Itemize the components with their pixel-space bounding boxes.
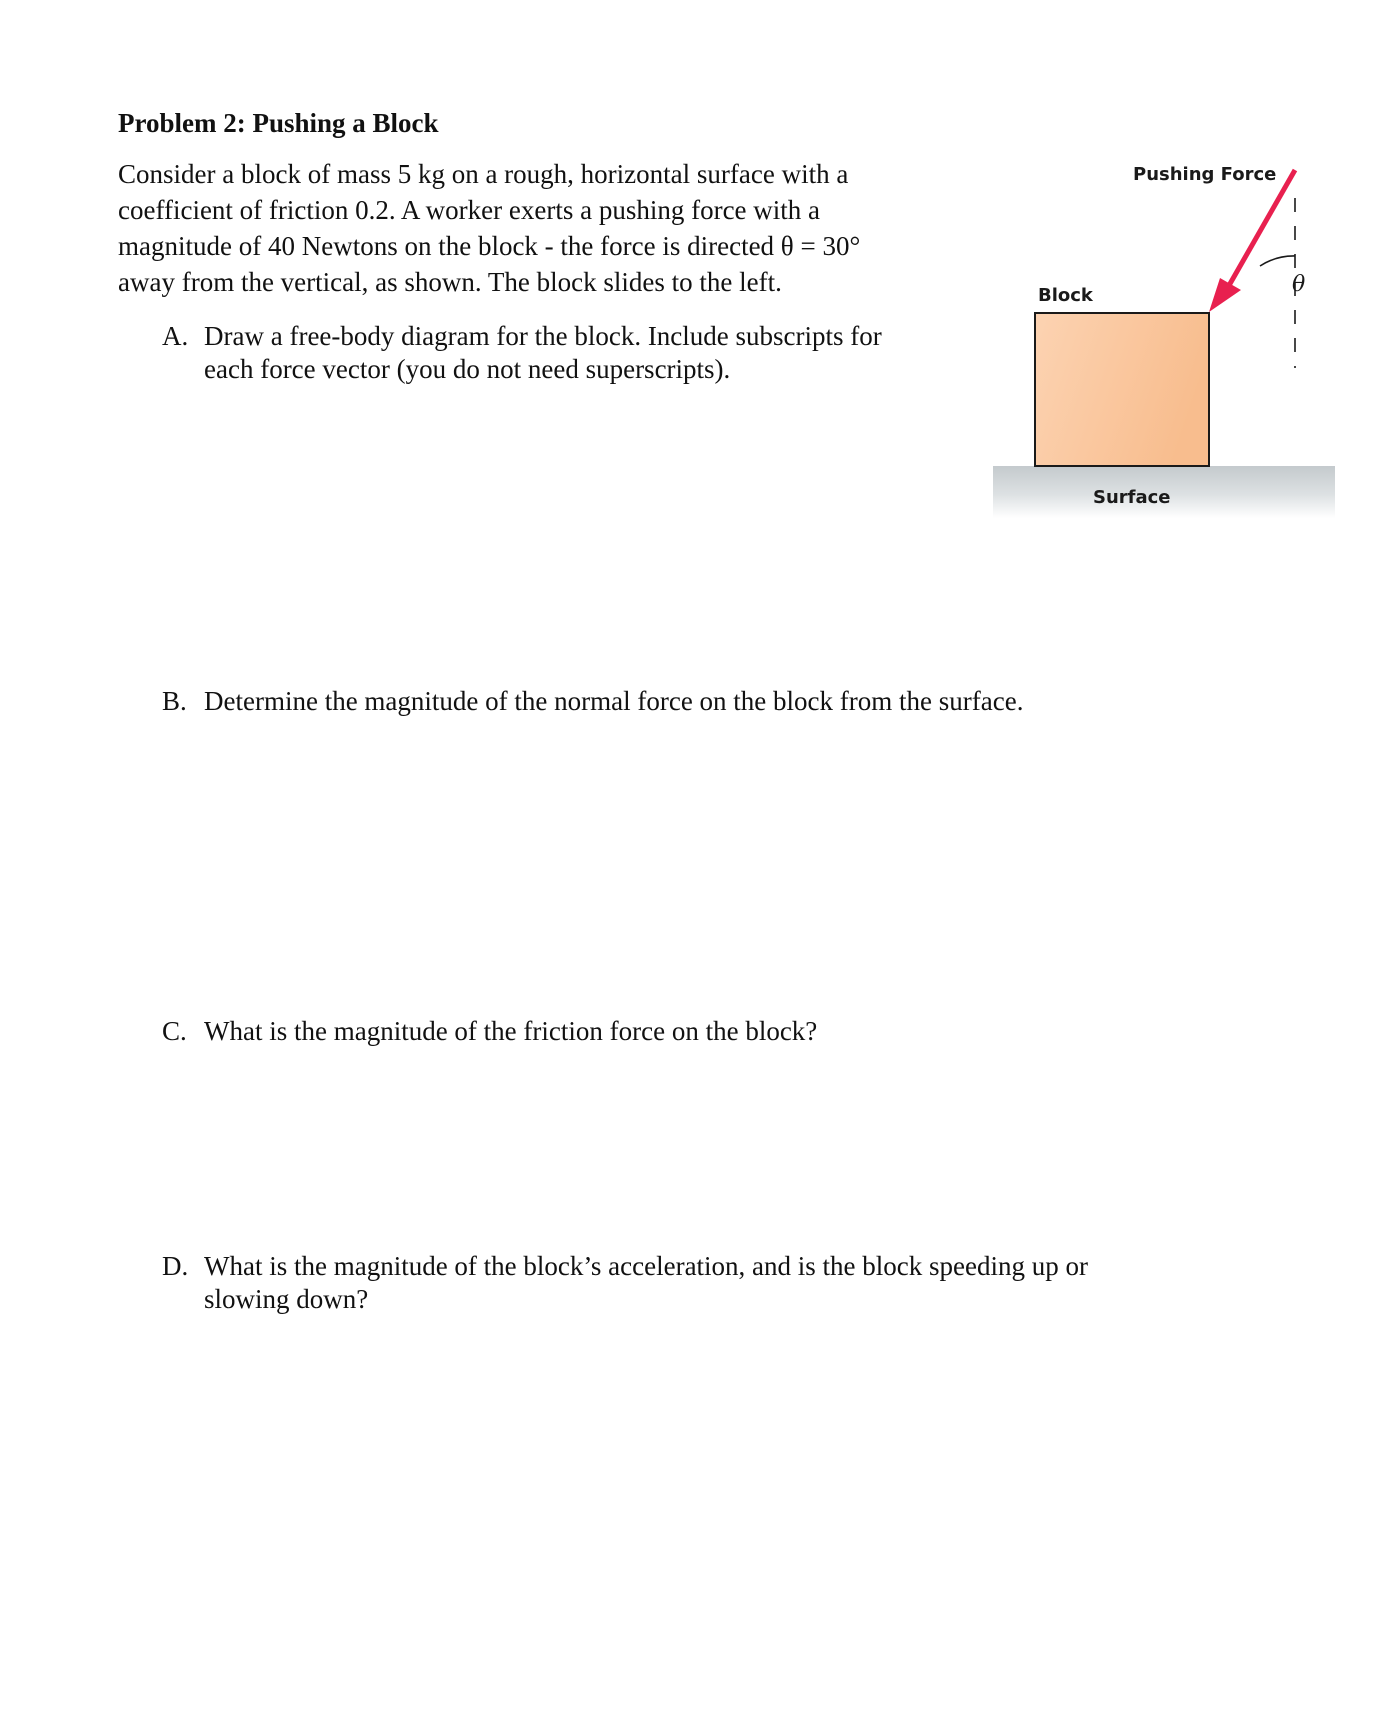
question-text: What is the magnitude of the friction force on the block? — [204, 1016, 818, 1046]
question-d — [162, 1250, 1088, 1316]
problem-statement-line: Consider a block of mass 5 kg on a rough, horizontal surface with a — [118, 159, 849, 189]
block-force-diagram — [985, 150, 1335, 520]
problem-statement — [118, 156, 948, 300]
question-text: each force vector (you do not need superscripts). — [204, 354, 731, 384]
problem-statement-line: away from the vertical, as shown. The block slides to the left. — [118, 267, 782, 297]
problem-statement-line: magnitude of 40 Newtons on the block - the force is directed θ = 30° — [118, 231, 861, 261]
question-c — [162, 1015, 817, 1048]
question-b — [162, 685, 1023, 718]
question-text: What is the magnitude of the block’s acceleration, and is the block speeding up or — [204, 1251, 1088, 1281]
angle-arc — [1260, 256, 1295, 266]
question-a — [162, 320, 882, 386]
block-label: Block — [1038, 285, 1093, 306]
angle-theta-label: θ — [1292, 272, 1306, 297]
question-text: slowing down? — [204, 1284, 369, 1314]
problem-title: Problem 2: Pushing a Block — [118, 108, 439, 138]
question-label: A. — [162, 321, 189, 351]
question-label: C. — [162, 1016, 187, 1046]
surface-label: Surface — [1093, 487, 1171, 508]
block-shape — [1035, 313, 1209, 466]
question-label: D. — [162, 1251, 189, 1281]
question-text: Determine the magnitude of the normal force on the block from the surface. — [204, 686, 1024, 716]
pushing-force-label: Pushing Force — [1133, 164, 1277, 185]
diagram-drawing — [985, 150, 1335, 520]
problem-statement-line: coefficient of friction 0.2. A worker exerts a pushing force with a — [118, 195, 821, 225]
pushing-force-arrow-head — [1209, 278, 1241, 312]
question-label: B. — [162, 686, 187, 716]
pushing-force-arrow-shaft — [1223, 170, 1295, 296]
question-text: Draw a free-body diagram for the block. Include subscripts for — [204, 321, 882, 351]
